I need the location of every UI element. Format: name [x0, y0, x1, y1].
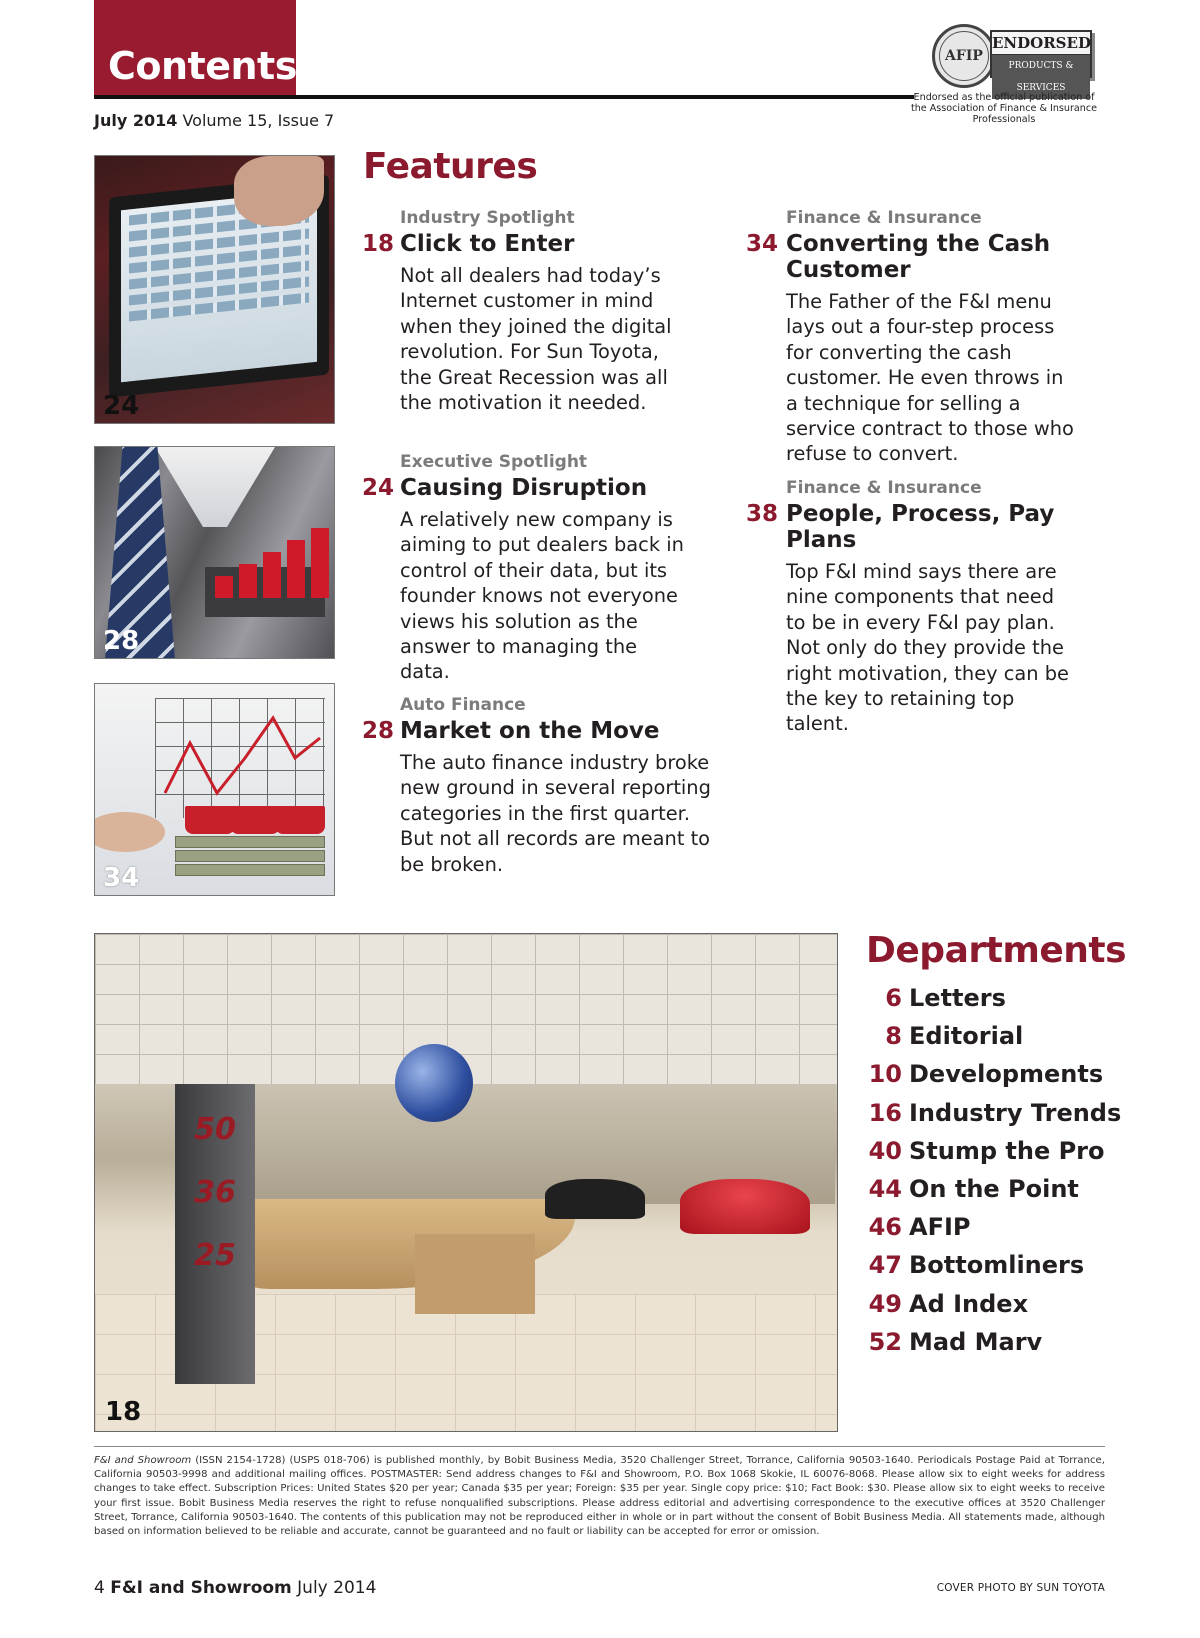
feature-item[interactable] — [362, 452, 692, 685]
badge-line-2: PRODUCTS & SERVICES — [992, 55, 1090, 99]
thumbnail-page-number: 24 — [103, 391, 140, 421]
feature-kicker: Finance & Insurance — [786, 478, 982, 498]
basket-image — [275, 806, 325, 834]
page-title: Contents — [108, 44, 297, 88]
department-page: 40 — [868, 1136, 902, 1165]
chart-line-image — [155, 698, 325, 818]
thumbnail-baskets-money[interactable] — [94, 683, 335, 896]
features-heading: Features — [363, 146, 538, 187]
pocket-bar — [287, 540, 305, 598]
department-page: 10 — [868, 1060, 902, 1089]
footer-rule — [94, 1446, 1105, 1447]
afip-seal-logo — [932, 24, 996, 88]
feature-kicker: Finance & Insurance — [786, 208, 982, 228]
cover-credit: COVER PHOTO BY SUN TOYOTA — [936, 1582, 1105, 1594]
feature-page: 38 — [746, 501, 779, 527]
hand-image — [234, 156, 324, 226]
money-stack-image — [175, 836, 325, 848]
feature-title[interactable]: People, Process, Pay Plans — [786, 501, 1055, 553]
photo-page-number: 18 — [105, 1397, 142, 1427]
feature-description: The auto finance industry broke new ground in several reporting categories in the first quarter. But not all records are meant to be broken. — [400, 751, 711, 876]
department-item[interactable] — [862, 1136, 1121, 1174]
feature-page: 28 — [362, 718, 395, 744]
feature-description: Top F&I mind says there are nine components that need to be in every F&I pay plan. Not only do they provide the right motivation, they can be the key to retaining top talent. — [786, 560, 1069, 736]
department-page: 6 — [885, 984, 902, 1012]
department-label[interactable]: Bottomliners — [909, 1251, 1085, 1280]
feature-title[interactable]: Market on the Move — [400, 718, 660, 744]
money-stack-image — [175, 864, 325, 876]
feature-item[interactable] — [362, 208, 692, 415]
department-label[interactable]: Stump the Pro — [909, 1136, 1105, 1165]
pocket-bar — [311, 528, 329, 598]
feature-item[interactable] — [746, 478, 1076, 737]
department-item[interactable] — [862, 1327, 1121, 1365]
fine-print — [94, 1454, 1105, 1539]
department-item[interactable] — [862, 983, 1121, 1021]
globe-image — [395, 1044, 473, 1122]
department-label[interactable]: Mad Marv — [909, 1327, 1043, 1356]
kiosk-number: 25 — [194, 1238, 236, 1273]
basket-image — [185, 806, 235, 834]
department-page: 49 — [868, 1289, 902, 1318]
feature-title[interactable]: Causing Disruption — [400, 475, 648, 501]
department-item[interactable] — [862, 1212, 1121, 1250]
department-page: 52 — [868, 1327, 902, 1356]
thumbnail-suit-chart[interactable] — [94, 446, 335, 659]
feature-title[interactable]: Converting the Cash Customer — [786, 231, 1051, 283]
department-page: 8 — [885, 1022, 902, 1051]
feature-item[interactable] — [746, 208, 1076, 467]
department-label[interactable]: Industry Trends — [909, 1098, 1122, 1127]
department-item[interactable] — [862, 1021, 1121, 1059]
feature-title[interactable]: Click to Enter — [400, 231, 575, 257]
hand-image — [94, 812, 165, 852]
departments-heading: Departments — [866, 930, 1127, 971]
department-label[interactable]: Ad Index — [909, 1289, 1029, 1318]
badge-line-1: ENDORSED — [992, 32, 1090, 55]
department-item[interactable] — [862, 1250, 1121, 1288]
department-item[interactable] — [862, 1174, 1121, 1212]
pocket-bar — [215, 576, 233, 598]
feature-page: 18 — [362, 231, 395, 257]
kiosk-number: 36 — [194, 1175, 236, 1210]
red-car-image — [680, 1179, 810, 1234]
feature-kicker: Auto Finance — [400, 695, 526, 715]
thumbnail-page-number: 28 — [103, 626, 140, 656]
issue-date: July 2014 — [94, 111, 178, 130]
feature-description: Not all dealers had today’s Internet customer in mind when they joined the digital revolution. For Sun Toyota, the Great Recession was all the motivation it needed. — [400, 264, 672, 415]
afip-endorsement — [910, 22, 1100, 126]
department-page: 16 — [868, 1098, 902, 1127]
department-label[interactable]: Developments — [909, 1060, 1104, 1089]
department-label[interactable]: Editorial — [909, 1022, 1024, 1051]
dark-car-image — [545, 1179, 645, 1219]
shirt-image — [155, 447, 275, 527]
endorsed-badge — [990, 30, 1092, 93]
seal-letters: AFIP — [939, 31, 989, 81]
page-folio — [94, 1578, 376, 1598]
feature-description: A relatively new company is aiming to put dealers back in control of their data, but its founder knows not everyone views his solution as the answer to managing the data. — [400, 508, 684, 684]
feature-item[interactable] — [362, 695, 722, 877]
kiosk-number: 50 — [194, 1112, 236, 1147]
money-stack-image — [175, 850, 325, 862]
kiosk-image — [175, 1084, 255, 1384]
folio-page-number: 4 — [94, 1578, 105, 1598]
feature-kicker: Industry Spotlight — [400, 208, 575, 228]
desk-image — [415, 1234, 535, 1314]
department-page: 47 — [868, 1251, 902, 1280]
endorsement-note: Endorsed as the official publication of the Association of Finance & Insurance Professionals — [910, 92, 1098, 125]
volume-issue: Volume 15, Issue 7 — [182, 111, 335, 130]
fine-print-publication: F&I and Showroom — [94, 1455, 192, 1466]
feature-page: 34 — [746, 231, 779, 257]
contents-banner — [94, 0, 296, 96]
department-label[interactable]: AFIP — [909, 1213, 971, 1242]
department-label[interactable]: Letters — [909, 984, 1006, 1012]
basket-image — [230, 806, 280, 834]
showroom-photo[interactable] — [94, 933, 838, 1432]
header-rule — [94, 95, 914, 99]
feature-description: The Father of the F&I menu lays out a four-step process for converting the cash customer. He even throws in a technique for selling a service contract to those who refuse to convert. — [786, 290, 1074, 466]
department-page: 46 — [868, 1213, 902, 1242]
thumbnail-page-number: 34 — [103, 863, 140, 893]
pocket-bar — [239, 564, 257, 598]
folio-date: July 2014 — [297, 1578, 377, 1598]
thumbnail-touchscreen[interactable] — [94, 155, 335, 424]
issue-line — [94, 111, 334, 130]
department-page: 44 — [868, 1174, 902, 1203]
department-item[interactable] — [862, 1289, 1121, 1327]
pocket-bar — [263, 552, 281, 598]
feature-page: 24 — [362, 475, 395, 501]
folio-magazine: F&I and Showroom — [110, 1578, 292, 1598]
department-label[interactable]: On the Point — [909, 1174, 1079, 1203]
department-item[interactable] — [862, 1059, 1121, 1097]
departments-list — [862, 983, 1121, 1365]
feature-kicker: Executive Spotlight — [400, 452, 588, 472]
fine-print-text: (ISSN 2154-1728) (USPS 018-706) is published monthly, by Bobit Business Media, 3520 Challenger Street, Torrance, California 90503-1640. Periodicals Postage Paid at Torrance, California 90503-9998 and additional mailing offices. POSTMASTER: Send address changes to F&I and Showroom, P.O. Box 1068 Skokie, IL 60076-8068. Please allow six to eight weeks for address changes to take effect. Subscription Prices: United States $20 per year; Canada $35 per year; Foreign: $35 per year. Single copy price: $10; Fact Book: $30. Please allow six to eight weeks to receive your first issue. Bobit Business Media reserves the right to refuse nonqualified subscriptions. Please address editorial and advertising correspondence to the executive offices at 3520 Challenger Street, Torrance, California 90503-1640. The contents of this publication may not be reproduced either in whole or in part without the consent of Bobit Business Media. All statements made, although based on information believed to be reliable and accurate, cannot be guaranteed and no fault or liability can be accepted for error or omission. — [94, 1455, 1105, 1538]
department-item[interactable] — [862, 1098, 1121, 1136]
